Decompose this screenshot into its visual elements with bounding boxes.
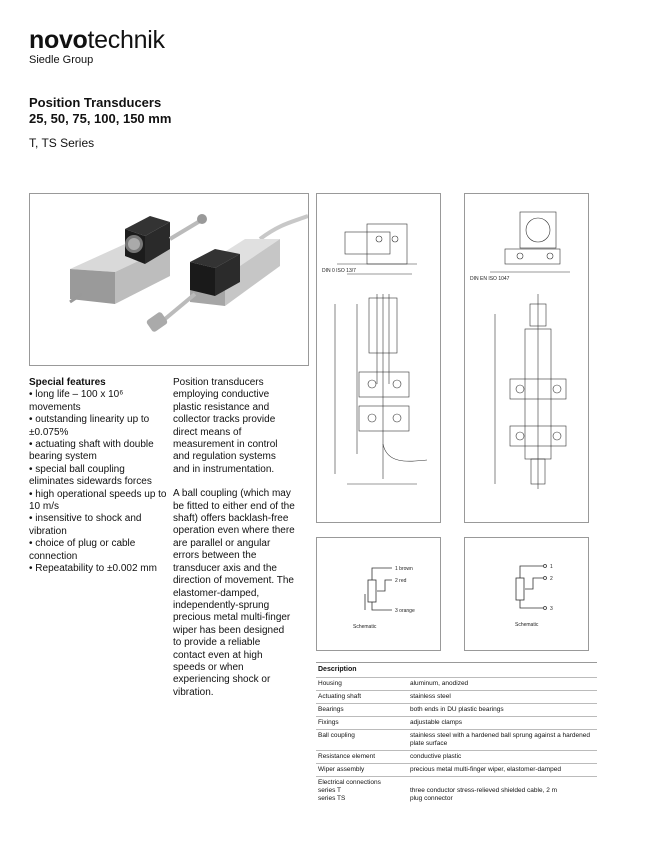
page-title xyxy=(29,95,171,127)
brand-logo xyxy=(29,26,165,54)
table-row xyxy=(316,703,597,716)
row-value: stainless steel xyxy=(410,693,451,700)
feature-item: • outstanding linearity up to ±0.075% xyxy=(29,414,169,439)
schematic-left-pin3: 3 orange xyxy=(395,608,415,614)
row-value xyxy=(410,779,597,803)
row-key-line: Electrical connections xyxy=(318,779,381,786)
schematic-right xyxy=(464,537,589,651)
feature-item: • Repeatability to ±0.002 mm xyxy=(29,563,169,575)
row-key: Fixings xyxy=(318,719,339,726)
title-line1: Position Transducers xyxy=(29,95,162,110)
schematic-left-pin2: 2 red xyxy=(395,578,407,584)
schematic-right-pin1: 1 xyxy=(550,564,553,570)
right-drawing-note: DIN EN ISO 1047 xyxy=(470,276,510,282)
feature-item: • insensitive to shock and vibration xyxy=(29,513,169,538)
brand-subtitle: Siedle Group xyxy=(29,54,94,66)
table-row xyxy=(316,776,597,805)
body-paragraph-1: Position transducers employing conductive plastic resistance and collector tracks provide direct means of measurement in control and regulation systems and in instrumentation. xyxy=(173,377,278,475)
row-value: conductive plastic xyxy=(410,753,462,760)
title-line2: 25, 50, 75, 100, 150 mm xyxy=(29,111,172,126)
row-value: aluminum, anodized xyxy=(410,680,469,687)
row-key: Ball coupling xyxy=(318,732,355,739)
row-value-line: plug connector xyxy=(410,795,453,802)
schematic-left xyxy=(316,537,441,651)
body-text xyxy=(173,377,295,711)
schematic-left-title: Schematic xyxy=(353,624,377,630)
description-table xyxy=(316,662,597,805)
feature-item: • long life – 100 x 10⁶ movements xyxy=(29,389,169,414)
feature-item: • special ball coupling eliminates sidewards forces xyxy=(29,464,169,489)
table-row xyxy=(316,750,597,763)
row-value: precious metal multi-finger wiper, elastomer-damped xyxy=(410,766,562,773)
features-list xyxy=(29,389,169,575)
table-row xyxy=(316,729,597,750)
row-key: Actuating shaft xyxy=(318,693,361,700)
features-heading: Special features xyxy=(29,377,106,388)
row-key: Housing xyxy=(318,680,342,687)
description-heading: Description xyxy=(316,662,597,677)
row-key-line: series TS xyxy=(318,795,346,802)
brand-bold: novo xyxy=(29,26,88,54)
body-paragraph-2: A ball coupling (which may be fitted to either end of the shaft) offers backlash-free operation even where there are parallel or angular errors between the transducer axis and the direction of movement. The elastomer-damped, independently-sprung precious metal multi-finger wiper has been designed to provide a reliable contact even at high speeds or when experiencing shock or vibration. xyxy=(173,488,295,698)
row-key xyxy=(318,779,410,803)
feature-item: • choice of plug or cable connection xyxy=(29,538,169,563)
special-features xyxy=(29,377,169,576)
row-value: both ends in DU plastic bearings xyxy=(410,706,504,713)
brand-light: technik xyxy=(87,26,165,54)
schematic-right-pin3: 3 xyxy=(550,606,553,612)
row-key: Wiper assembly xyxy=(318,766,365,773)
row-value-line: three conductor stress-relieved shielded cable, 2 m xyxy=(410,787,558,794)
row-value: adjustable clamps xyxy=(410,719,463,726)
table-row xyxy=(316,677,597,690)
table-row xyxy=(316,716,597,729)
feature-item: • high operational speeds up to 10 m/s xyxy=(29,489,169,514)
feature-item: • actuating shaft with double bearing system xyxy=(29,439,169,464)
row-value: stainless steel with a hardened ball sprung against a hardened plate surface xyxy=(410,732,590,747)
schematic-right-title: Schematic xyxy=(515,622,539,628)
series-label: T, TS Series xyxy=(29,136,95,150)
schematic-left-pin1: 1 brown xyxy=(395,566,413,572)
row-key-line: series T xyxy=(318,787,341,794)
table-row xyxy=(316,763,597,776)
product-photo xyxy=(29,193,309,366)
table-row xyxy=(316,690,597,703)
row-key: Resistance element xyxy=(318,753,376,760)
row-key: Bearings xyxy=(318,706,344,713)
schematic-right-pin2: 2 xyxy=(550,576,553,582)
left-drawing-note: DIN 0 ISO 13/7 xyxy=(322,268,356,274)
dimension-drawing-left xyxy=(316,193,441,523)
dimension-drawing-right xyxy=(464,193,589,523)
